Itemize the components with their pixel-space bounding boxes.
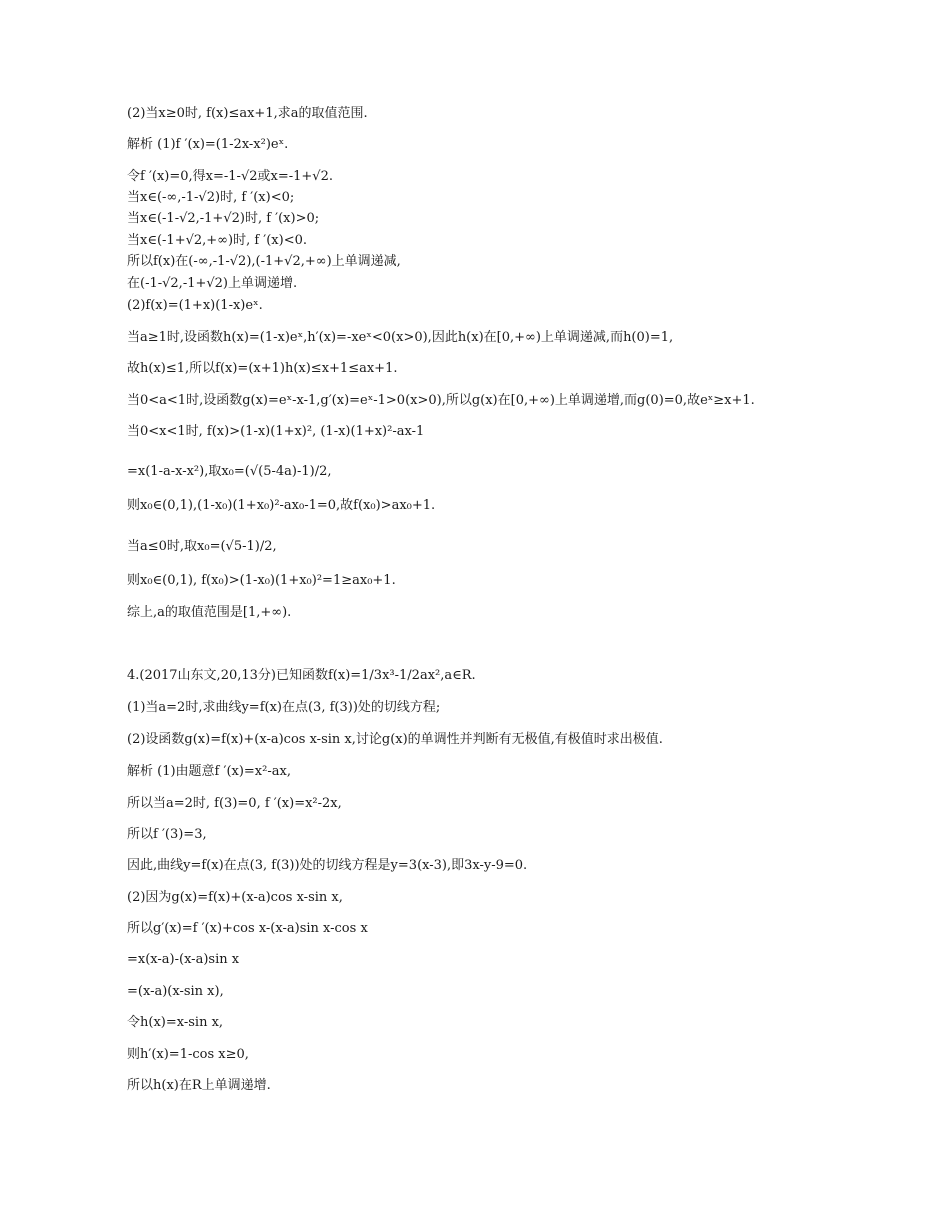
text-line: (2)当x≥0时, f(x)≤ax+1,求a的取值范围. xyxy=(127,106,368,121)
text-line: 所以f(x)在(-∞,-1-√2),(-1+√2,+∞)上单调递减, xyxy=(127,254,401,269)
text-line: 当0<x<1时, f(x)>(1-x)(1+x)², (1-x)(1+x)²-ax-1 xyxy=(127,424,425,439)
text-line: 则h′(x)=1-cos x≥0, xyxy=(127,1047,249,1062)
text-line: (2)设函数g(x)=f(x)+(x-a)cos x-sin x,讨论g(x)的单调性并判断有无极值,有极值时求出极值. xyxy=(127,732,663,747)
text-line: 综上,a的取值范围是[1,+∞). xyxy=(127,605,292,620)
text-line: 所以f ′(3)=3, xyxy=(127,827,207,842)
text-line: 在(-1-√2,-1+√2)上单调递增. xyxy=(127,276,298,291)
text-line: 令h(x)=x-sin x, xyxy=(127,1015,224,1030)
text-line: 则x₀∈(0,1), f(x₀)>(1-x₀)(1+x₀)²=1≥ax₀+1. xyxy=(127,573,396,588)
text-line: 当a≤0时,取x₀=(√5-1)/2, xyxy=(127,539,277,554)
text-line: 当0<a<1时,设函数g(x)=eˣ-x-1,g′(x)=eˣ-1>0(x>0),所以g(x)在[0,+∞)上单调递增,而g(0)=0,故eˣ≥x+1. xyxy=(127,393,755,408)
text-line: 令f ′(x)=0,得x=-1-√2或x=-1+√2. xyxy=(127,169,333,184)
text-line: (2)因为g(x)=f(x)+(x-a)cos x-sin x, xyxy=(127,890,343,905)
text-line: 因此,曲线y=f(x)在点(3, f(3))处的切线方程是y=3(x-3),即3x-y-9=0. xyxy=(127,858,528,873)
text-line: 当x∈(-1-√2,-1+√2)时, f ′(x)>0; xyxy=(127,211,320,226)
text-line: 解析 (1)由题意f ′(x)=x²-ax, xyxy=(127,764,291,779)
text-line: =x(1-a-x-x²),取x₀=(√(5-4a)-1)/2, xyxy=(127,464,332,479)
text-line: 当a≥1时,设函数h(x)=(1-x)eˣ,h′(x)=-xeˣ<0(x>0),因此h(x)在[0,+∞)上单调递减,而h(0)=1, xyxy=(127,330,674,345)
text-line: 当x∈(-1+√2,+∞)时, f ′(x)<0. xyxy=(127,233,307,248)
text-line: 故h(x)≤1,所以f(x)=(x+1)h(x)≤x+1≤ax+1. xyxy=(127,361,398,376)
text-line: (2)f(x)=(1+x)(1-x)eˣ. xyxy=(127,298,263,313)
text-line: 4.(2017山东文,20,13分)已知函数f(x)=1/3x³-1/2ax²,a∈R. xyxy=(127,668,476,683)
text-line: =(x-a)(x-sin x), xyxy=(127,984,224,999)
text-line: 所以g′(x)=f ′(x)+cos x-(x-a)sin x-cos x xyxy=(127,921,368,936)
text-line: 则x₀∈(0,1),(1-x₀)(1+x₀)²-ax₀-1=0,故f(x₀)>ax₀+1. xyxy=(127,498,436,513)
text-line: =x(x-a)-(x-a)sin x xyxy=(127,952,240,967)
text-line: 所以当a=2时, f(3)=0, f ′(x)=x²-2x, xyxy=(127,796,342,811)
text-line: 所以h(x)在R上单调递增. xyxy=(127,1078,271,1093)
text-line: (1)当a=2时,求曲线y=f(x)在点(3, f(3))处的切线方程; xyxy=(127,700,441,715)
text-line: 解析 (1)f ′(x)=(1-2x-x²)eˣ. xyxy=(127,137,289,152)
text-line: 当x∈(-∞,-1-√2)时, f ′(x)<0; xyxy=(127,190,295,205)
